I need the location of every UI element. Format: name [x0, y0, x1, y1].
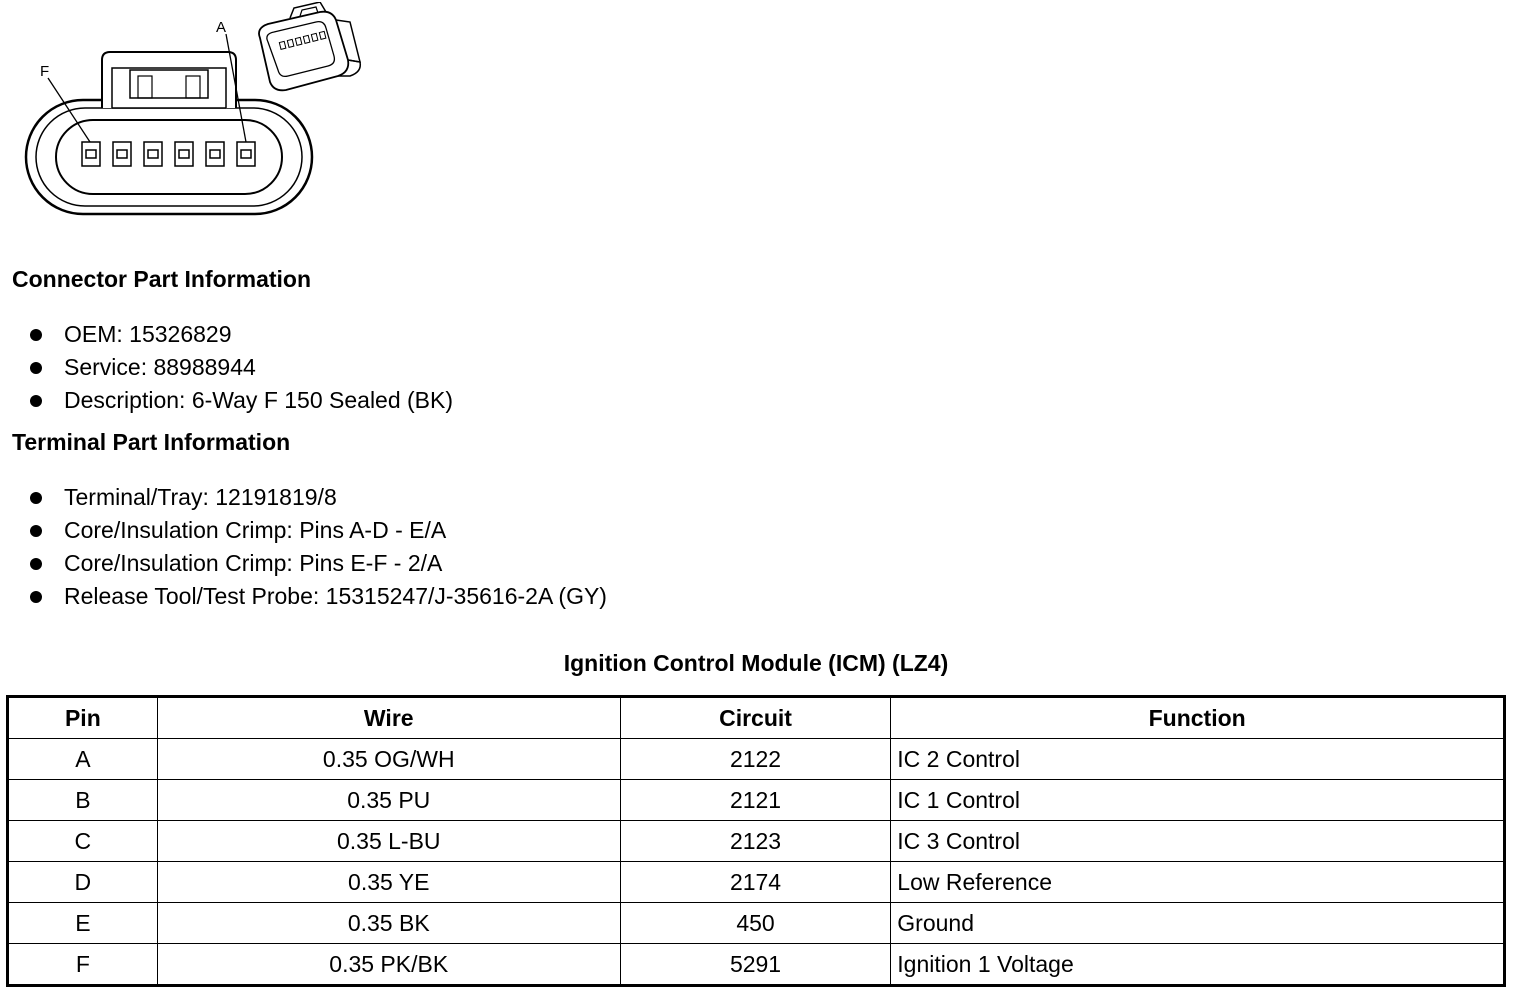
bullet-icon — [30, 558, 42, 570]
bullet-icon — [30, 591, 42, 603]
pin-label-f: F — [40, 63, 50, 80]
wire-cell: 0.35 YE — [157, 862, 620, 903]
table-title: Ignition Control Module (ICM) (LZ4) — [563, 650, 949, 676]
pin-cell: F — [8, 944, 158, 986]
table-row — [8, 862, 1505, 903]
circuit-cell: 2174 — [620, 862, 891, 903]
list-item: Core/Insulation Crimp: Pins E-F - 2/A — [28, 547, 607, 580]
table-row — [8, 821, 1505, 862]
bullet-icon — [30, 395, 42, 407]
wire-cell: 0.35 BK — [157, 903, 620, 944]
leader-line-f — [48, 78, 90, 142]
list-item: Service: 88988944 — [28, 351, 453, 384]
circuit-cell: 2122 — [620, 739, 891, 780]
column-header-wire: Wire — [157, 697, 620, 739]
wire-cell: 0.35 OG/WH — [157, 739, 620, 780]
wire-cell: 0.35 PU — [157, 780, 620, 821]
list-item: Release Tool/Test Probe: 15315247/J-35616-2A (GY) — [28, 580, 607, 613]
list-item: Description: 6-Way F 150 Sealed (BK) — [28, 384, 453, 417]
terminal-d — [144, 142, 162, 166]
column-header-function: Function — [891, 697, 1505, 739]
connector-housing-outer — [26, 100, 312, 214]
terminal-e — [113, 142, 131, 166]
bullet-icon — [30, 362, 42, 374]
table-row — [8, 944, 1505, 986]
list-item: Core/Insulation Crimp: Pins A-D - E/A — [28, 514, 607, 547]
table-row — [8, 780, 1505, 821]
table-row — [8, 903, 1505, 944]
list-item: Terminal/Tray: 12191819/8 — [28, 481, 607, 514]
function-cell: Ground — [891, 903, 1505, 944]
terminal-b — [206, 142, 224, 166]
circuit-cell: 5291 — [620, 944, 891, 986]
connector-housing-inner — [36, 108, 302, 206]
function-cell: Ignition 1 Voltage — [891, 944, 1505, 986]
terminal-c — [175, 142, 193, 166]
terminal-part-info-list — [28, 481, 607, 613]
list-item: OEM: 15326829 — [28, 318, 453, 351]
bullet-icon — [30, 525, 42, 537]
wire-cell: 0.35 L-BU — [157, 821, 620, 862]
connector-latch — [102, 52, 236, 108]
circuit-cell: 2121 — [620, 780, 891, 821]
table-row — [8, 739, 1505, 780]
pin-cell: C — [8, 821, 158, 862]
connector-part-info-list — [28, 318, 453, 417]
connector-isometric-sketch — [250, 2, 370, 102]
pin-cell: D — [8, 862, 158, 903]
function-cell: IC 2 Control — [891, 739, 1505, 780]
function-cell: IC 1 Control — [891, 780, 1505, 821]
circuit-cell: 450 — [620, 903, 891, 944]
connector-part-info-heading: Connector Part Information — [12, 266, 312, 292]
bullet-icon — [30, 492, 42, 504]
pin-cell: A — [8, 739, 158, 780]
terminal-a — [237, 142, 255, 166]
pin-cell: B — [8, 780, 158, 821]
pinout-table — [6, 695, 1506, 987]
terminal-f — [82, 142, 100, 166]
bullet-icon — [30, 329, 42, 341]
table-header-row — [8, 697, 1505, 739]
circuit-cell: 2123 — [620, 821, 891, 862]
column-header-circuit: Circuit — [620, 697, 891, 739]
terminal-part-info-heading: Terminal Part Information — [12, 429, 291, 455]
wire-cell: 0.35 PK/BK — [157, 944, 620, 986]
column-header-pin: Pin — [8, 697, 158, 739]
pin-cell: E — [8, 903, 158, 944]
function-cell: IC 3 Control — [891, 821, 1505, 862]
pin-label-a: A — [216, 19, 227, 36]
function-cell: Low Reference — [891, 862, 1505, 903]
connector-terminals — [82, 142, 255, 166]
